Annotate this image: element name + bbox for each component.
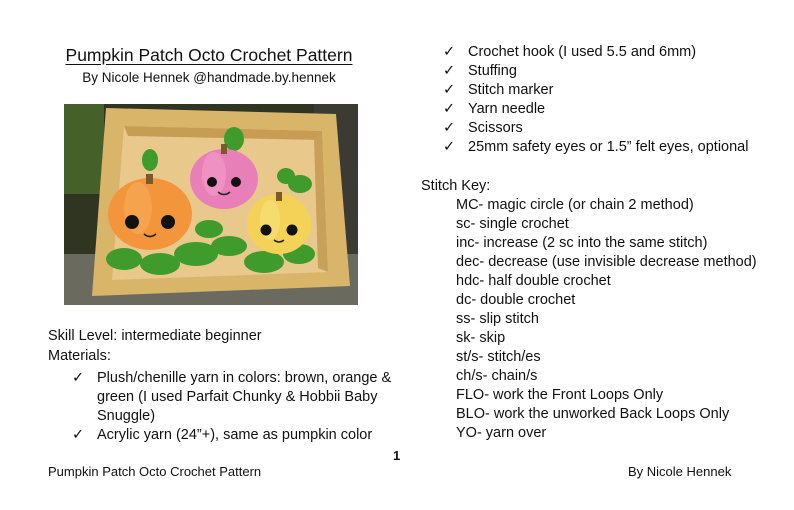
list-item [443, 138, 773, 157]
stitch-key-item: dec- decrease (use invisible decrease method) [456, 254, 757, 270]
stitch-key-list [456, 196, 757, 443]
checkmark-icon: ✓ [443, 44, 456, 60]
materials-list-right [443, 43, 773, 157]
stitch-key-item: inc- increase (2 sc into the same stitch) [456, 235, 708, 251]
footer-title: Pumpkin Patch Octo Crochet Pattern [48, 464, 262, 479]
stitch-key-item: BLO- work the unworked Back Loops Only [456, 406, 730, 422]
stitch-key-item: dc- double crochet [456, 292, 576, 308]
material-text: Acrylic yarn (24”+), same as pumpkin color [97, 427, 373, 443]
material-text: Stuffing [468, 63, 517, 79]
footer-author: By Nicole Hennek [628, 464, 732, 479]
list-item [72, 426, 402, 445]
pumpkin-photo-illustration [64, 104, 358, 305]
list-item [443, 119, 773, 138]
page-number: 1 [393, 448, 401, 463]
checkmark-icon: ✓ [443, 63, 456, 79]
list-item [72, 369, 402, 426]
stitch-key-item: sk- skip [456, 330, 506, 346]
stitch-key-item: ss- slip stitch [456, 311, 539, 327]
list-item [443, 43, 773, 62]
checkmark-icon: ✓ [443, 101, 456, 117]
checkmark-icon: ✓ [72, 370, 85, 386]
stitch-key-heading: Stitch Key: [421, 178, 491, 194]
list-item [443, 62, 773, 81]
checkmark-icon: ✓ [443, 139, 456, 155]
stitch-key-item: YO- yarn over [456, 425, 547, 441]
material-text: Scissors [468, 120, 523, 136]
checkmark-icon: ✓ [443, 82, 456, 98]
material-text: Stitch marker [468, 82, 554, 98]
materials-list-left [72, 369, 402, 445]
list-item [443, 81, 773, 100]
stitch-key-item: FLO- work the Front Loops Only [456, 387, 664, 403]
stitch-key-item: sc- single crochet [456, 216, 569, 232]
pumpkin-octo-photo [64, 104, 358, 305]
stitch-key-item: st/s- stitch/es [456, 349, 541, 365]
list-item [443, 100, 773, 119]
stitch-key-item: hdc- half double crochet [456, 273, 611, 289]
skill-level: Skill Level: intermediate beginner [48, 328, 262, 344]
material-text: 25mm safety eyes or 1.5” felt eyes, optional [468, 139, 749, 155]
author-byline: By Nicole Hennek @handmade.by.hennek [82, 70, 336, 85]
material-text: Yarn needle [468, 101, 546, 117]
stitch-key-item: MC- magic circle (or chain 2 method) [456, 197, 694, 213]
stitch-key-item: ch/s- chain/s [456, 368, 538, 384]
page-title: Pumpkin Patch Octo Crochet Pattern [65, 45, 353, 65]
material-text: Crochet hook (I used 5.5 and 6mm) [468, 44, 697, 60]
checkmark-icon: ✓ [443, 120, 456, 136]
material-text: Plush/chenille yarn in colors: brown, orange & green (I used Parfait Chunky & Hobbii Baby Snuggle) [97, 370, 392, 424]
materials-heading: Materials: [48, 348, 111, 364]
checkmark-icon: ✓ [72, 427, 85, 443]
